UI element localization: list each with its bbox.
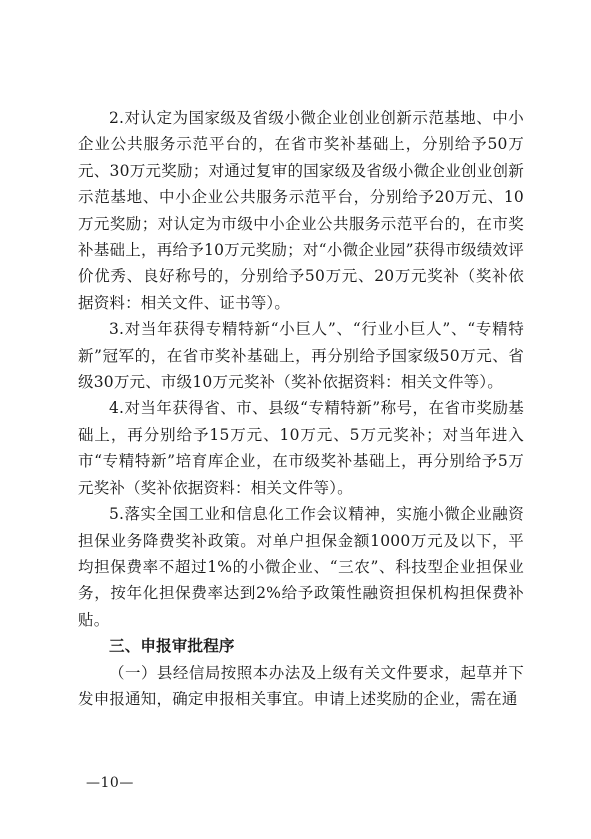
paragraph-item-2: 2.对认定为国家级及省级小微企业创业创新示范基地、中小企业公共服务示范平台的，在省市奖补基础上，分别给予50万元、30万元奖励；对通过复审的国家级及省级小微企业创业创新示范基地、中小企业公共服务示范平台，分别给予20万元、10万元奖励；对认定为市级中小企业公共服务示范平台的，在市奖补基础上，再给予10万元奖励；对“小微企业园”获得市级绩效评价优秀、良好称号的，分别给予50万元、20万元奖补（奖补依据资料：相关文件、证书等）。 [78,109,524,312]
document-body [78,105,524,712]
section-heading: 三、申报审批程序 [109,636,235,656]
page-number: —10— [86,775,134,791]
paragraph-item-3: 3.对当年获得专精特新“小巨人”、“行业小巨人”、“专精特新”冠军的，在省市奖补基础上，再分别给予国家级50万元、省级30万元、市级10万元奖补（奖补依据资料：相关文件等）。 [78,320,524,392]
paragraph-item-4: 4.对当年获得省、市、县级“专精特新”称号，在省市奖励基础上，再分别给予15万元、10万元、5万元奖补；对当年进入市“专精特新”培育库企业，在市级奖补基础上，再分别给予5万元奖补（奖补依据资料：相关文件等）。 [78,399,524,497]
paragraph-procedure-1: （一）县经信局按照本办法及上级有关文件要求，起草并下发申报通知，确定申报相关事宜。申请上述奖励的企业，需在通 [78,663,524,708]
paragraph-item-5: 5.落实全国工业和信息化工作会议精神，实施小微企业融资担保业务降费奖补政策。对单户担保金额1000万元及以下，平均担保费率不超过1%的小微企业、“三农”、科技型企业担保业务，按年化担保费率达到2%给予政策性融资担保机构担保费补贴。 [78,505,524,629]
